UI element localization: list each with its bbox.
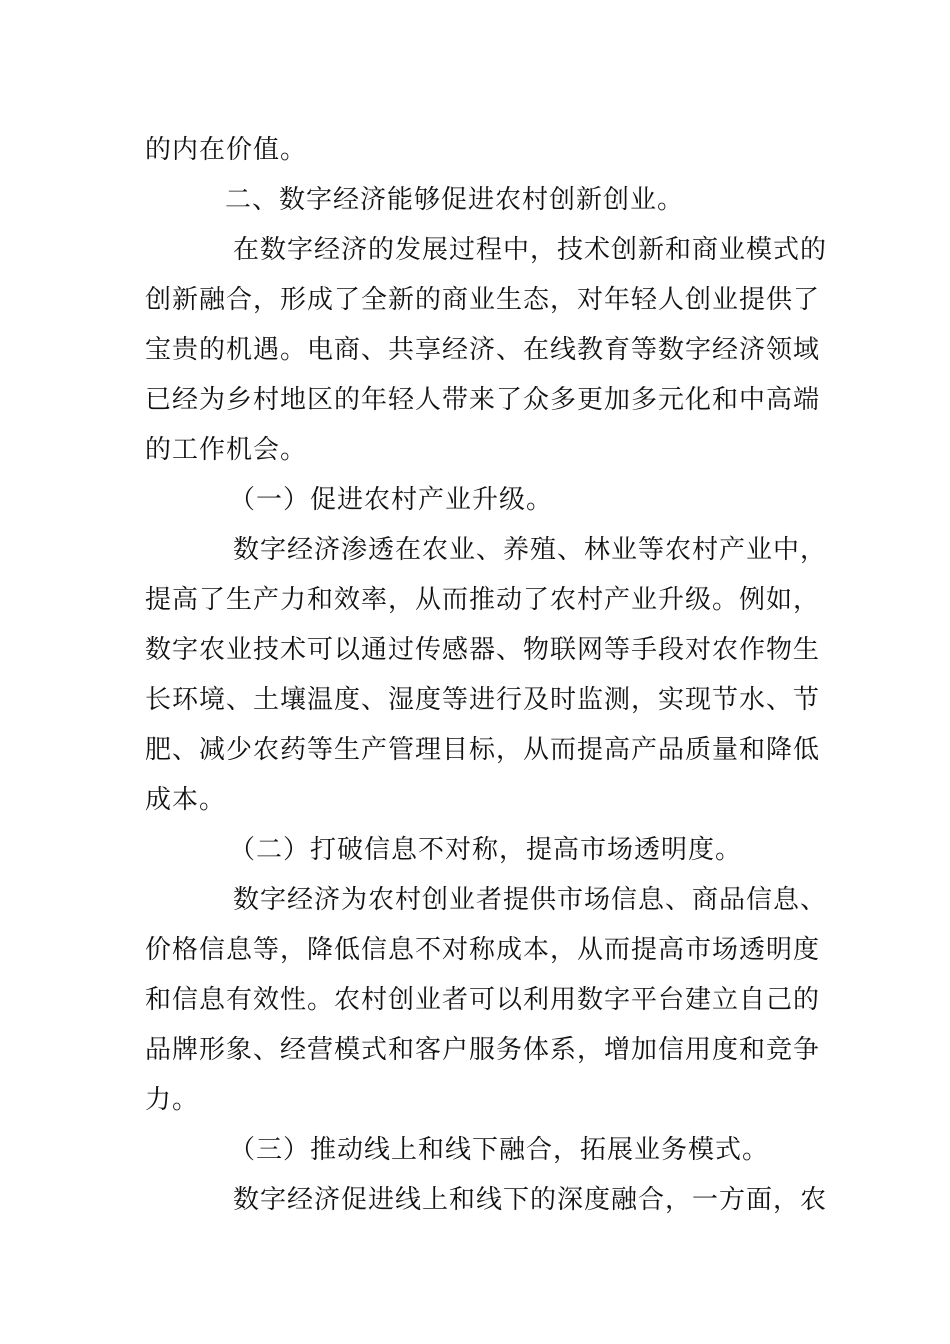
paragraph-line: 数字经济渗透在农业、养殖、林业等农村产业中， [233,535,828,565]
paragraph-line: 已经为乡村地区的年轻人带来了众多更加多元化和中高端 [145,385,821,415]
section-heading: 二、数字经济能够促进农村创新创业。 [225,185,685,215]
paragraph-line: 数字经济为农村创业者提供市场信息、商品信息、 [233,885,828,915]
paragraph-line: 肥、减少农药等生产管理目标，从而提高产品质量和降低 [145,735,821,765]
paragraph-line: 力。 [145,1085,200,1115]
paragraph-line: 品牌形象、经营模式和客户服务体系，增加信用度和竞争 [145,1035,821,1065]
paragraph-line: 数字农业技术可以通过传感器、物联网等手段对农作物生 [145,635,821,665]
paragraph-line: 在数字经济的发展过程中，技术创新和商业模式的 [233,235,828,265]
subsection-heading: （二）打破信息不对称，提高市场透明度。 [229,835,743,865]
paragraph-line: 宝贵的机遇。电商、共享经济、在线教育等数字经济领域 [145,335,821,365]
subsection-heading: （三）推动线上和线下融合，拓展业务模式。 [229,1135,770,1165]
subsection-heading: （一）促进农村产业升级。 [229,485,554,515]
paragraph-line: 长环境、土壤温度、湿度等进行及时监测，实现节水、节 [145,685,821,715]
paragraph-line: 成本。 [145,785,227,815]
paragraph-line: 的内在价值。 [145,135,308,165]
paragraph-line: 和信息有效性。农村创业者可以利用数字平台建立自己的 [145,985,821,1015]
paragraph-line: 价格信息等，降低信息不对称成本，从而提高市场透明度 [145,935,821,965]
paragraph-line: 提高了生产力和效率，从而推动了农村产业升级。例如， [145,585,821,615]
paragraph-line: 数字经济促进线上和线下的深度融合，一方面，农 [233,1185,828,1215]
paragraph-line: 的工作机会。 [145,435,308,465]
paragraph-line: 创新融合，形成了全新的商业生态，对年轻人创业提供了 [145,285,821,315]
